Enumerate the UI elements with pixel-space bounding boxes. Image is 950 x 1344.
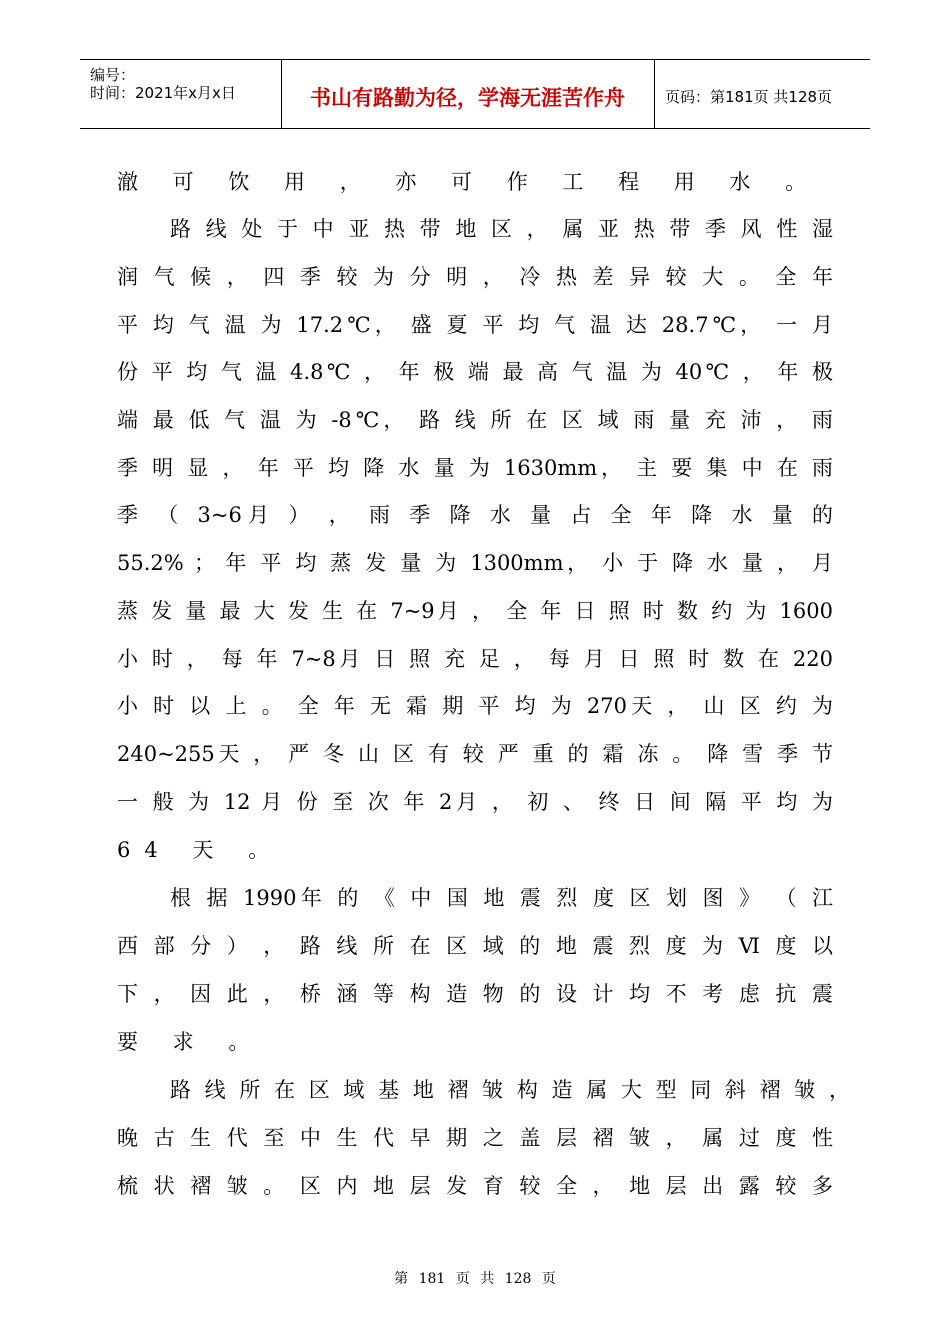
text-line: 梳 状 褶 皱 。 区 内 地 层 发 育 较 全 ， 地 层 出 露 较 多 <box>117 1174 833 1198</box>
text-line: 一 般 为 12 月 份 至 次 年 2月 ， 初 、 终 日 间 隔 平 均 为 <box>117 790 833 814</box>
text-line: 季 （ 3~6月 ） ， 雨 季 降 水 量 占 全 年 降 水 量 的 <box>117 503 833 527</box>
header-motto-cell <box>281 60 655 128</box>
text-line: 根 据 1990年 的 《 中 国 地 震 烈 度 区 划 图 》 （ 江 <box>170 886 833 910</box>
header-motto: 书山有路勤为径，学海无涯苦作舟 <box>310 86 625 110</box>
text-line: 小 时 以 上 。 全 年 无 霜 期 平 均 为 270天 ， 山 区 约 为 <box>117 694 833 718</box>
text-line: 蒸 发 量 最 大 发 生 在 7~9月 ， 全 年 日 照 时 数 约 为 1600 <box>117 599 833 623</box>
text-line: 润 气 候 ， 四 季 较 为 分 明 ， 冷 热 差 异 较 大 。 全 年 <box>117 265 833 289</box>
text-line: 55.2% ； 年 平 均 蒸 发 量 为 1300mm， 小 于 降 水 量 ， 月 <box>117 551 833 575</box>
header-meta-cell <box>80 60 282 128</box>
page-footer: 第 181 页 共 128 页 <box>394 1271 556 1287</box>
document-time-label: 时间：2021年x月x日 <box>90 84 236 102</box>
text-line: 端 最 低 气 温 为 -8℃， 路 线 所 在 区 域 雨 量 充 沛 ， 雨 <box>117 408 833 432</box>
text-line: 季 明 显 ， 年 平 均 降 水 量 为 1630mm， 主 要 集 中 在 雨 <box>117 456 833 480</box>
text-line: 份 平 均 气 温 4.8℃ ， 年 极 端 最 高 气 温 为 40℃ ， 年 极 <box>117 360 833 384</box>
document-number-label: 编号： <box>90 66 136 84</box>
text-line: 澈 可 饮 用 ， 亦 可 作 工 程 用 水 。 <box>117 170 821 194</box>
text-line: 要 求 。 <box>117 1030 264 1054</box>
text-line: 240~255天 ， 严 冬 山 区 有 较 严 重 的 霜 冻 。 降 雪 季 节 <box>117 742 833 766</box>
text-line: 64 天 。 <box>117 838 284 862</box>
page-header <box>80 59 870 129</box>
text-line: 小 时 ， 每 年 7~8月 日 照 充 足 ， 每 月 日 照 时 数 在 220 <box>117 647 833 671</box>
text-line: 路 线 处 于 中 亚 热 带 地 区 ， 属 亚 热 带 季 风 性 湿 <box>170 217 833 241</box>
text-line: 路 线 所 在 区 域 基 地 褶 皱 构 造 属 大 型 同 斜 褶 皱 ， <box>170 1078 850 1102</box>
text-line: 平 均 气 温 为 17.2℃， 盛 夏 平 均 气 温 达 28.7℃， 一 月 <box>117 313 833 337</box>
text-line: 晚 古 生 代 至 中 生 代 早 期 之 盖 层 褶 皱 ， 属 过 度 性 <box>117 1126 833 1150</box>
text-line: 西 部 分 ） ， 路 线 所 在 区 域 的 地 震 烈 度 为 Ⅵ 度 以 <box>117 934 833 958</box>
text-line: 下 ， 因 此 ， 桥 涵 等 构 造 物 的 设 计 均 不 考 虑 抗 震 <box>117 982 833 1006</box>
header-page-cell <box>655 60 870 128</box>
header-page-info: 页码：第181页 共128页 <box>665 88 833 106</box>
